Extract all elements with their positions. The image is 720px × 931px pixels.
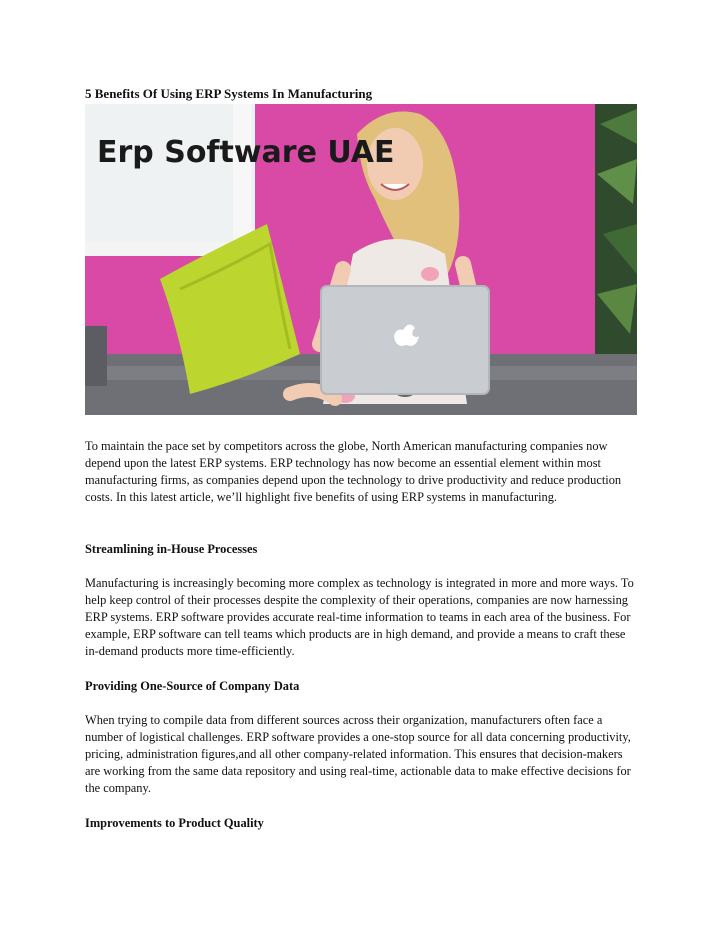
window-area bbox=[85, 104, 255, 254]
section-body-one-source: When trying to compile data from different sources across their organization, manufacturers often face a number of logistical challenges. ERP software provides a one-stop source for all data concerning productivity, pricing, administration figures,and all other company-related information. This ensures that decision-makers are working from the same data repository and using real-time, actionable data to make effective decisions for the company. bbox=[85, 713, 631, 795]
section-heading-one-source: Providing One-Source of Company Data bbox=[85, 679, 300, 693]
section-heading-product-quality: Improvements to Product Quality bbox=[85, 816, 264, 830]
intro-paragraph: To maintain the pace set by competitors across the globe, North American manufacturing companies now depend upon the latest ERP systems. ERP technology has now become an essential element within most manufacturing firms, as companies depend upon the technology to drive productivity and reduce production costs. In this latest article, we’ll highlight five benefits of using ERP systems in manufacturing. bbox=[85, 439, 622, 504]
section-heading-streamlining: Streamlining in-House Processes bbox=[85, 542, 258, 556]
section-body-streamlining: Manufacturing is increasingly becoming more complex as technology is integrated in more and more ways. To help keep control of their processes despite the complexity of their operations, companies are now harnessing ERP systems. ERP software provides accurate real-time information to teams in each area of the business. For example, ERP software can tell teams which products are in high demand, and provide a means to craft these in-demand products more time-efficiently. bbox=[85, 576, 634, 658]
document-title: 5 Benefits Of Using ERP Systems In Manufacturing bbox=[85, 86, 373, 101]
hero-illustration bbox=[85, 104, 637, 415]
hero-caption: Erp Software UAE bbox=[97, 135, 395, 170]
hero-image bbox=[85, 104, 637, 415]
